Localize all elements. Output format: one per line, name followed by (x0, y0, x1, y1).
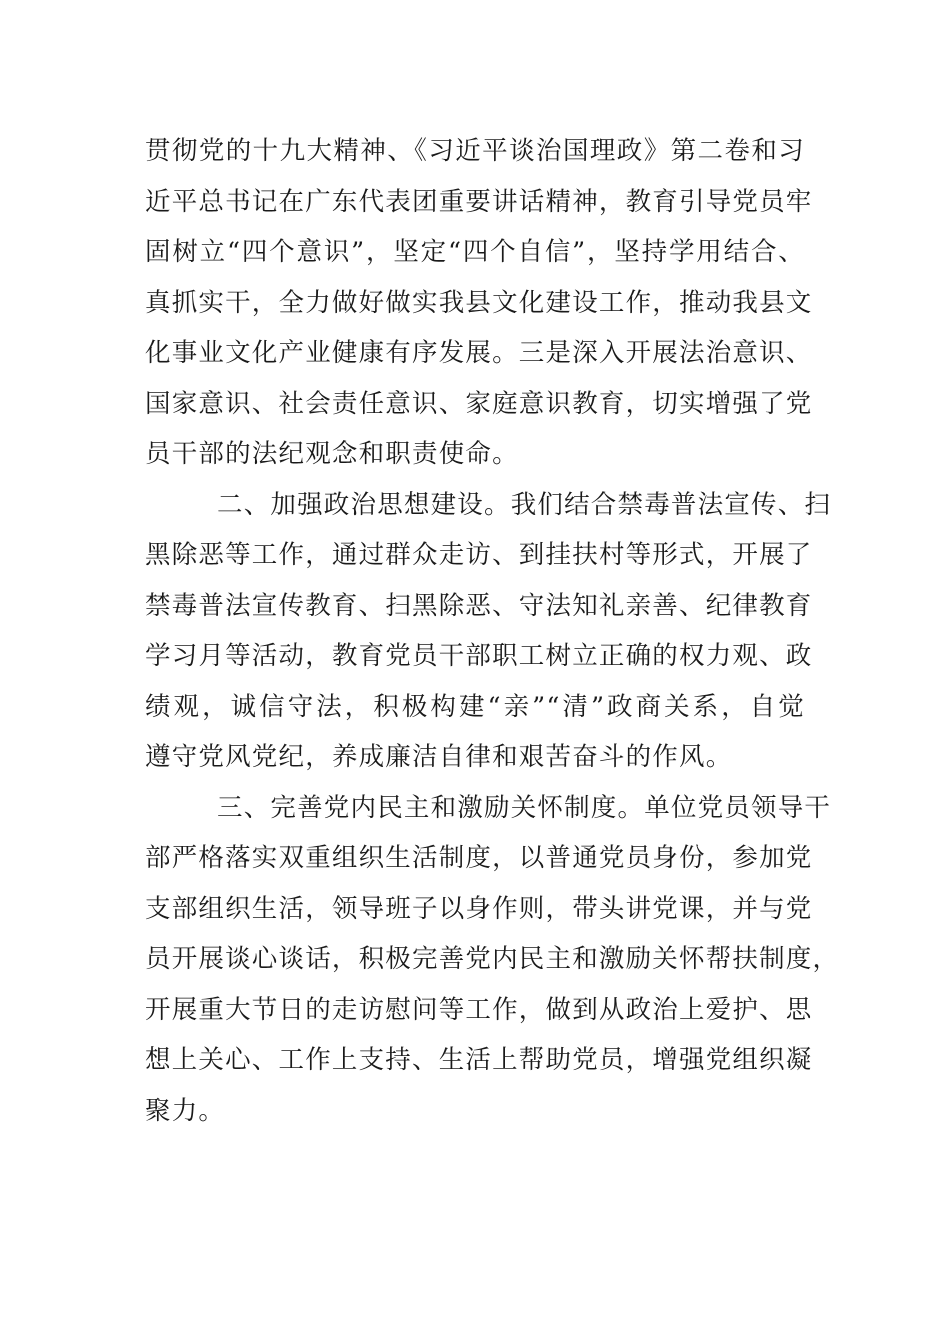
text-line: 学习月等活动，教育党员干部职工树立正确的权力观、政 (145, 641, 813, 671)
text-line: 固树立“四个意识”，坚定“四个自信”，坚持学用结合、 (145, 237, 805, 267)
text-line: 真抓实干，全力做好做实我县文化建设工作，推动我县文 (145, 287, 813, 318)
paragraph-2 (145, 480, 832, 783)
text-line: 部严格落实双重组织生活制度，以普通党员身份，参加党 (145, 843, 813, 873)
text-line: 国家意识、社会责任意识、家庭意识教育，切实增强了党 (145, 388, 813, 419)
paragraph-3 (145, 783, 840, 1137)
text-line: 员开展谈心谈话，积极完善党内民主和激励关怀帮扶制度， (145, 944, 840, 974)
text-line: 三、完善党内民主和激励关怀制度。单位党员领导干 (217, 792, 832, 823)
document-body (145, 126, 840, 1136)
text-line: 化事业文化产业健康有序发展。三是深入开展法治意识、 (145, 338, 813, 368)
text-line: 贯彻党的十九大精神、《习近平谈治国理政》第二卷和习 (145, 136, 805, 166)
text-line: 黑除恶等工作，通过群众走访、到挂扶村等形式，开展了 (145, 540, 813, 570)
text-line: 遵守党风党纪，养成廉洁自律和艰苦奋斗的作风。 (145, 742, 733, 772)
text-line: 聚力。 (145, 1095, 226, 1126)
text-line: 二、加强政治思想建设。我们结合禁毒普法宣传、扫 (217, 489, 832, 520)
text-line: 绩观，诚信守法，积极构建“亲”“清”政商关系，自觉 (145, 691, 805, 722)
text-line: 想上关心、工作上支持、生活上帮助党员，增强党组织凝 (145, 1045, 813, 1075)
text-line: 近平总书记在广东代表团重要讲话精神，教育引导党员牢 (145, 186, 813, 217)
text-line: 开展重大节日的走访慰问等工作，做到从政治上爱护、思 (145, 994, 813, 1025)
text-line: 支部组织生活，领导班子以身作则，带头讲党课，并与党 (145, 893, 813, 924)
text-line: 员干部的法纪观念和职责使命。 (145, 439, 519, 469)
paragraph-1 (145, 126, 813, 480)
text-line: 禁毒普法宣传教育、扫黑除恶、守法知礼亲善、纪律教育 (145, 590, 813, 621)
